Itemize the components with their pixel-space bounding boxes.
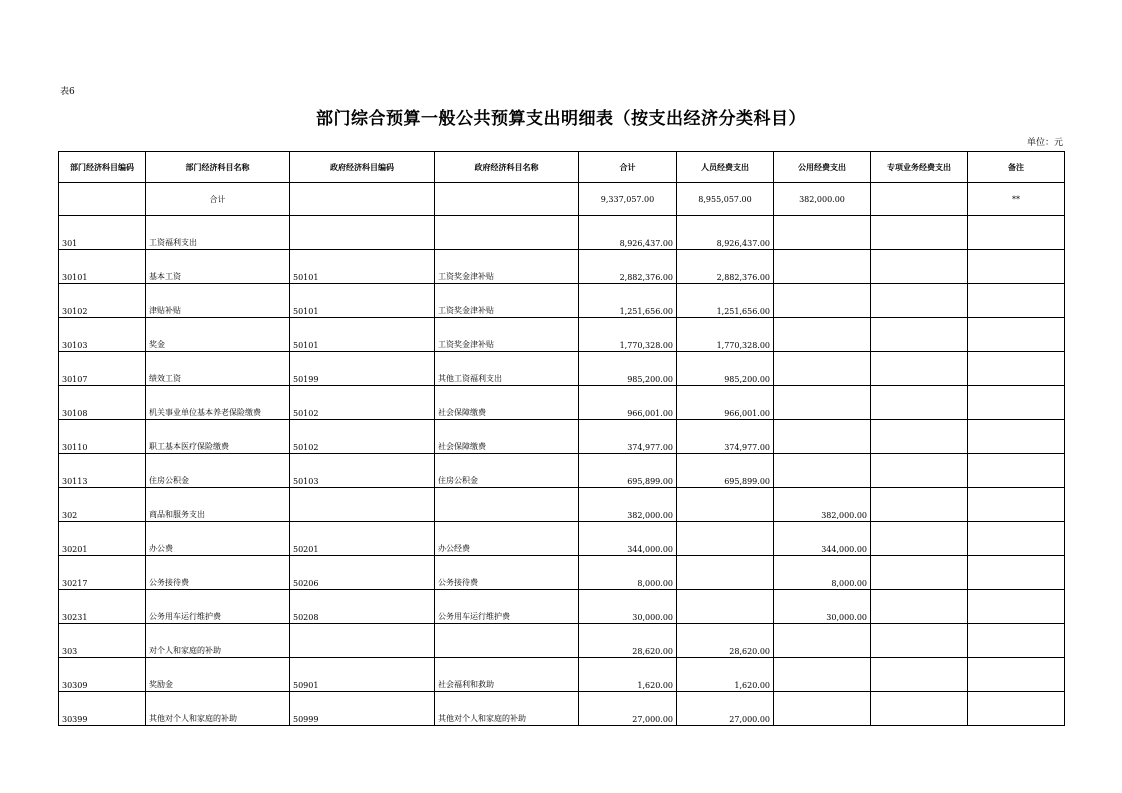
- dept-code-cell: 30231: [59, 590, 146, 624]
- table-row: [59, 284, 1065, 318]
- dept-code-cell: 30103: [59, 318, 146, 352]
- table-number: 表6: [60, 87, 75, 97]
- note-cell: [968, 284, 1065, 318]
- personnel-cell: 28,620.00: [677, 624, 774, 658]
- unit-label: 单位：元: [1026, 138, 1063, 148]
- gov-name-cell: [435, 216, 579, 250]
- total-cell: 985,200.00: [579, 352, 677, 386]
- personnel-cell: [677, 488, 774, 522]
- dept-code-cell: 30113: [59, 454, 146, 488]
- dept-name-cell: 机关事业单位基本养老保险缴费: [146, 386, 290, 420]
- gov-name-cell: 工资奖金津补贴: [435, 250, 579, 284]
- total-cell: 8,926,437.00: [579, 216, 677, 250]
- budget-table: [58, 151, 1065, 726]
- table-row: [59, 454, 1065, 488]
- special-cell: [871, 386, 968, 420]
- dept-code-cell: 30107: [59, 352, 146, 386]
- dept-name-cell: 津贴补贴: [146, 284, 290, 318]
- gov-name-cell: [435, 488, 579, 522]
- gov-name-cell: 其他工资福利支出: [435, 352, 579, 386]
- gov-code-cell: 50901: [290, 658, 435, 692]
- table-row: [59, 386, 1065, 420]
- total-cell: 2,882,376.00: [579, 250, 677, 284]
- gov-code-cell: [290, 216, 435, 250]
- table-row: [59, 318, 1065, 352]
- dept-code-cell: 30110: [59, 420, 146, 454]
- dept-name-cell: 奖金: [146, 318, 290, 352]
- header-personnel: 人员经费支出: [677, 152, 774, 183]
- table-row: [59, 522, 1065, 556]
- note-cell: [968, 318, 1065, 352]
- total-cell: 30,000.00: [579, 590, 677, 624]
- dept-code-cell: 302: [59, 488, 146, 522]
- dept-name-cell: 职工基本医疗保险缴费: [146, 420, 290, 454]
- page-title: 部门综合预算一般公共预算支出明细表（按支出经济分类科目）: [316, 109, 806, 129]
- gov-code-cell: 50102: [290, 420, 435, 454]
- note-cell: [968, 250, 1065, 284]
- public-cell: 382,000.00: [774, 488, 871, 522]
- personnel-cell: 985,200.00: [677, 352, 774, 386]
- public-cell: [774, 386, 871, 420]
- gov-name-cell: 社会福利和救助: [435, 658, 579, 692]
- dept-code-cell: 301: [59, 216, 146, 250]
- note-cell: [968, 522, 1065, 556]
- gov-name-cell: 公务用车运行维护费: [435, 590, 579, 624]
- header-note: 备注: [968, 152, 1065, 183]
- dept-name-cell: 奖励金: [146, 658, 290, 692]
- dept-name-cell: 住房公积金: [146, 454, 290, 488]
- table-row: [59, 352, 1065, 386]
- personnel-cell: 1,770,328.00: [677, 318, 774, 352]
- gov-code-cell: 50201: [290, 522, 435, 556]
- special-cell: [871, 216, 968, 250]
- special-cell: [871, 692, 968, 726]
- gov-name-cell: 工资奖金津补贴: [435, 318, 579, 352]
- public-cell: [774, 250, 871, 284]
- note-cell: [968, 556, 1065, 590]
- table-row: [59, 216, 1065, 250]
- special-cell: [871, 420, 968, 454]
- dept-name-cell: 公务接待费: [146, 556, 290, 590]
- public-cell: [774, 216, 871, 250]
- total-special: [871, 183, 968, 216]
- table-header-row: [59, 152, 1065, 183]
- table-row: [59, 488, 1065, 522]
- gov-code-cell: 50103: [290, 454, 435, 488]
- table-row: [59, 556, 1065, 590]
- note-cell: [968, 420, 1065, 454]
- note-cell: [968, 590, 1065, 624]
- personnel-cell: 1,620.00: [677, 658, 774, 692]
- dept-code-cell: 30102: [59, 284, 146, 318]
- note-cell: [968, 352, 1065, 386]
- total-label: 合计: [146, 183, 290, 216]
- special-cell: [871, 352, 968, 386]
- special-cell: [871, 624, 968, 658]
- total-cell: 966,001.00: [579, 386, 677, 420]
- gov-code-cell: 50206: [290, 556, 435, 590]
- personnel-cell: 695,899.00: [677, 454, 774, 488]
- total-cell-blank: [435, 183, 579, 216]
- table-row: [59, 692, 1065, 726]
- gov-name-cell: 社会保障缴费: [435, 386, 579, 420]
- special-cell: [871, 318, 968, 352]
- gov-name-cell: 其他对个人和家庭的补助: [435, 692, 579, 726]
- note-cell: [968, 386, 1065, 420]
- gov-code-cell: 50101: [290, 318, 435, 352]
- special-cell: [871, 454, 968, 488]
- dept-code-cell: 30101: [59, 250, 146, 284]
- gov-name-cell: 办公经费: [435, 522, 579, 556]
- total-note: **: [968, 183, 1065, 216]
- personnel-cell: 1,251,656.00: [677, 284, 774, 318]
- header-gov-code: 政府经济科目编码: [290, 152, 435, 183]
- special-cell: [871, 658, 968, 692]
- dept-code-cell: 30399: [59, 692, 146, 726]
- personnel-cell: [677, 522, 774, 556]
- note-cell: [968, 454, 1065, 488]
- public-cell: [774, 420, 871, 454]
- gov-name-cell: 社会保障缴费: [435, 420, 579, 454]
- total-cell: 1,620.00: [579, 658, 677, 692]
- gov-code-cell: 50999: [290, 692, 435, 726]
- header-gov-name: 政府经济科目名称: [435, 152, 579, 183]
- gov-name-cell: 工资奖金津补贴: [435, 284, 579, 318]
- gov-code-cell: 50101: [290, 250, 435, 284]
- total-cell: 695,899.00: [579, 454, 677, 488]
- public-cell: 30,000.00: [774, 590, 871, 624]
- table-row: [59, 658, 1065, 692]
- total-public: 382,000.00: [774, 183, 871, 216]
- total-cell: 344,000.00: [579, 522, 677, 556]
- dept-name-cell: 对个人和家庭的补助: [146, 624, 290, 658]
- total-cell: 27,000.00: [579, 692, 677, 726]
- note-cell: [968, 488, 1065, 522]
- dept-code-cell: 30108: [59, 386, 146, 420]
- special-cell: [871, 522, 968, 556]
- dept-code-cell: 30201: [59, 522, 146, 556]
- personnel-cell: 27,000.00: [677, 692, 774, 726]
- table-row: [59, 590, 1065, 624]
- gov-name-cell: 公务接待费: [435, 556, 579, 590]
- personnel-cell: 2,882,376.00: [677, 250, 774, 284]
- dept-name-cell: 绩效工资: [146, 352, 290, 386]
- personnel-cell: 374,977.00: [677, 420, 774, 454]
- personnel-cell: [677, 590, 774, 624]
- public-cell: [774, 658, 871, 692]
- gov-name-cell: 住房公积金: [435, 454, 579, 488]
- note-cell: [968, 692, 1065, 726]
- dept-name-cell: 公务用车运行维护费: [146, 590, 290, 624]
- dept-name-cell: 工资福利支出: [146, 216, 290, 250]
- public-cell: [774, 352, 871, 386]
- total-cell: 8,000.00: [579, 556, 677, 590]
- special-cell: [871, 590, 968, 624]
- special-cell: [871, 284, 968, 318]
- special-cell: [871, 488, 968, 522]
- special-cell: [871, 250, 968, 284]
- dept-code-cell: 30309: [59, 658, 146, 692]
- personnel-cell: 966,001.00: [677, 386, 774, 420]
- header-public: 公用经费支出: [774, 152, 871, 183]
- header-special: 专项业务经费支出: [871, 152, 968, 183]
- dept-code-cell: 30217: [59, 556, 146, 590]
- note-cell: [968, 624, 1065, 658]
- table-row: [59, 250, 1065, 284]
- dept-name-cell: 其他对个人和家庭的补助: [146, 692, 290, 726]
- dept-name-cell: 商品和服务支出: [146, 488, 290, 522]
- gov-code-cell: 50101: [290, 284, 435, 318]
- public-cell: 8,000.00: [774, 556, 871, 590]
- total-cell: 28,620.00: [579, 624, 677, 658]
- note-cell: [968, 658, 1065, 692]
- gov-name-cell: [435, 624, 579, 658]
- total-amount: 9,337,057.00: [579, 183, 677, 216]
- header-total: 合计: [579, 152, 677, 183]
- personnel-cell: [677, 556, 774, 590]
- public-cell: [774, 454, 871, 488]
- gov-code-cell: [290, 624, 435, 658]
- public-cell: [774, 318, 871, 352]
- table-row: [59, 420, 1065, 454]
- special-cell: [871, 556, 968, 590]
- dept-name-cell: 基本工资: [146, 250, 290, 284]
- total-personnel: 8,955,057.00: [677, 183, 774, 216]
- public-cell: 344,000.00: [774, 522, 871, 556]
- personnel-cell: 8,926,437.00: [677, 216, 774, 250]
- table-row: [59, 624, 1065, 658]
- gov-code-cell: 50199: [290, 352, 435, 386]
- gov-code-cell: [290, 488, 435, 522]
- public-cell: [774, 692, 871, 726]
- header-dept-name: 部门经济科目名称: [146, 152, 290, 183]
- public-cell: [774, 284, 871, 318]
- total-cell-blank: [290, 183, 435, 216]
- public-cell: [774, 624, 871, 658]
- note-cell: [968, 216, 1065, 250]
- dept-code-cell: 303: [59, 624, 146, 658]
- gov-code-cell: 50208: [290, 590, 435, 624]
- header-dept-code: 部门经济科目编码: [59, 152, 146, 183]
- total-row: [59, 183, 1065, 216]
- total-cell: 1,770,328.00: [579, 318, 677, 352]
- total-cell: 1,251,656.00: [579, 284, 677, 318]
- total-cell: 382,000.00: [579, 488, 677, 522]
- total-cell: 374,977.00: [579, 420, 677, 454]
- total-cell-blank: [59, 183, 146, 216]
- dept-name-cell: 办公费: [146, 522, 290, 556]
- gov-code-cell: 50102: [290, 386, 435, 420]
